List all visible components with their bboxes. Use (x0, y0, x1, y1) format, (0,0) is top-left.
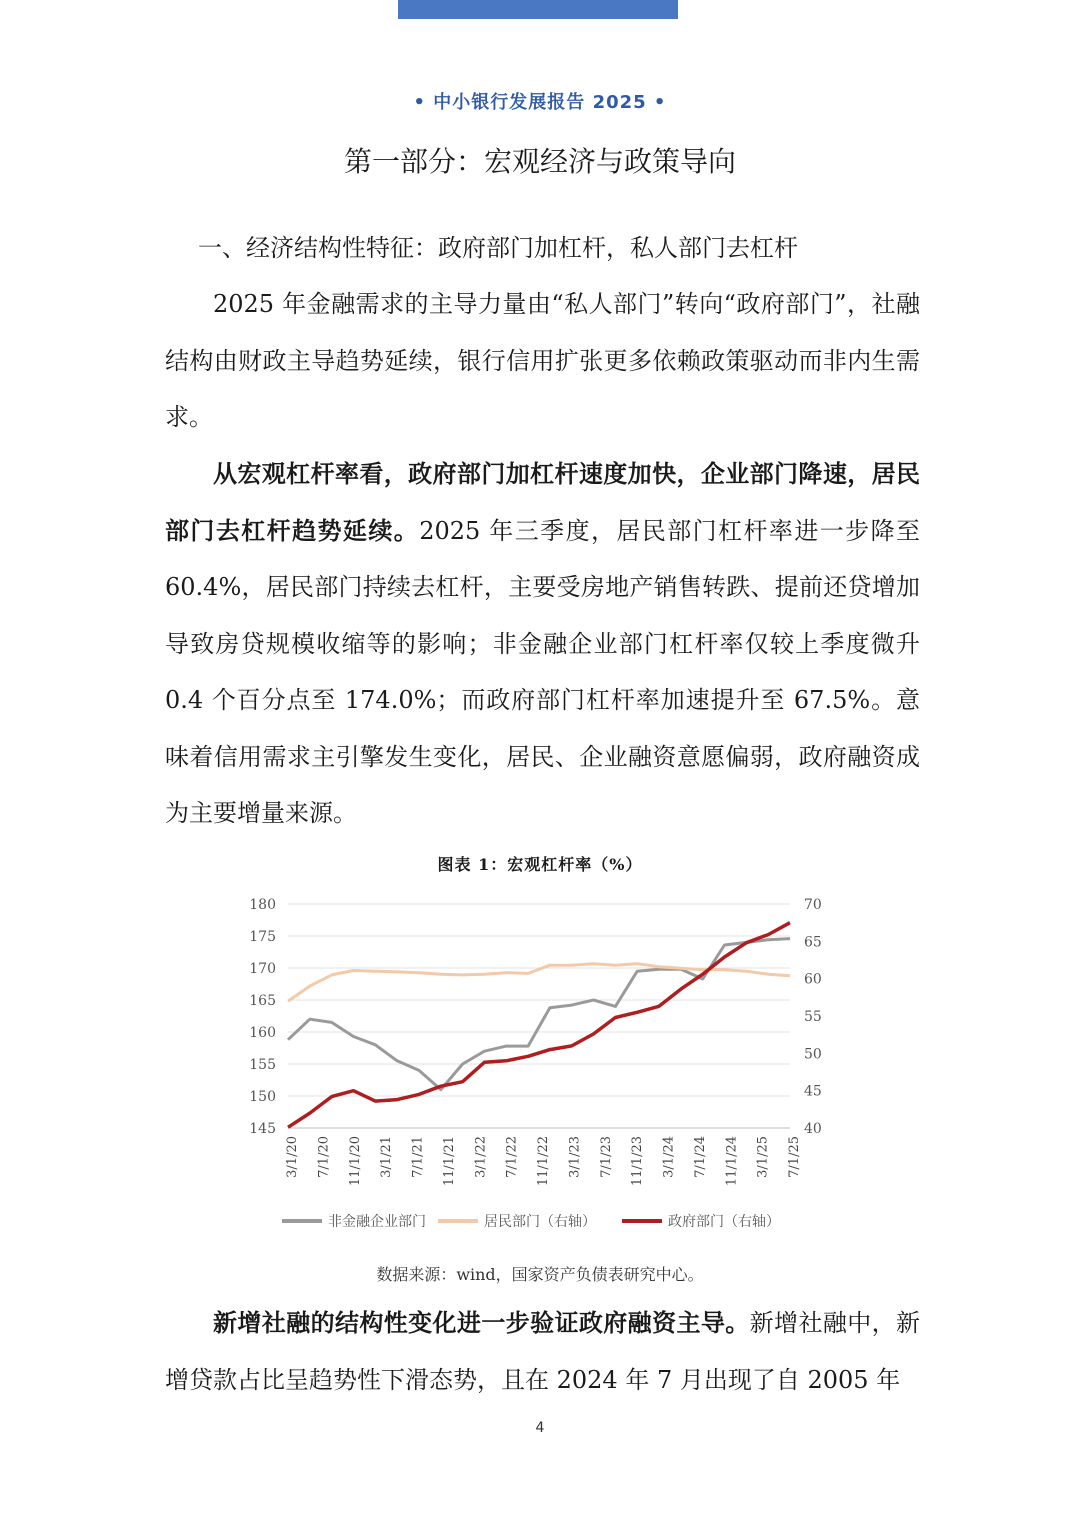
x-tick-label: 11/1/21 (441, 1136, 457, 1187)
legend-label: 居民部门（右轴） (484, 1214, 596, 1230)
paragraph-3-body: 新增社融中，新增贷款占比呈趋势性下滑态势，且在 2024 年 7 月出现了自 2005 年 (165, 1309, 921, 1394)
x-tick-label: 3/1/23 (567, 1136, 583, 1178)
left-tick-label: 175 (249, 929, 276, 945)
x-tick-label: 7/1/24 (692, 1136, 708, 1178)
x-tick-label: 3/1/24 (661, 1136, 677, 1178)
x-tick-label: 11/1/23 (630, 1136, 646, 1187)
x-tick-label: 11/1/20 (347, 1136, 363, 1187)
section-heading: 一、经济结构性特征：政府部门加杠杆，私人部门去杠杆 (198, 234, 798, 262)
left-tick-label: 160 (249, 1025, 276, 1041)
series-line (288, 939, 790, 1090)
x-tick-label: 11/1/24 (724, 1136, 740, 1187)
figure-title: 图表 1：宏观杠杆率（%） (437, 855, 643, 874)
x-tick-label: 7/1/25 (787, 1136, 802, 1178)
left-tick-label: 155 (249, 1057, 276, 1073)
top-color-band (398, 0, 678, 19)
legend-label: 非金融企业部门 (328, 1214, 426, 1230)
left-tick-label: 145 (249, 1121, 276, 1137)
leverage-line-chart (240, 885, 840, 1255)
page-number: 4 (535, 1420, 545, 1436)
left-tick-label: 170 (249, 961, 276, 977)
x-tick-label: 3/1/22 (473, 1136, 489, 1178)
x-tick-label: 7/1/20 (316, 1136, 332, 1178)
paragraph-1: 2025 年金融需求的主导力量由“私人部门”转向“政府部门”，社融结构由财政主导趋势延续，银行信用扩张更多依赖政策驱动而非内生需求。 (165, 290, 920, 431)
left-tick-label: 165 (249, 993, 276, 1009)
right-tick-label: 55 (804, 1009, 822, 1025)
paragraph-2-emphasis: 从宏观杠杆率看，政府部门加杠杆速度加快，企业部门降速，居民部门去杠杆趋势延续。 (165, 459, 920, 545)
x-tick-label: 11/1/22 (536, 1136, 551, 1187)
legend-label: 政府部门（右轴） (668, 1214, 780, 1230)
x-tick-label: 7/1/22 (504, 1136, 520, 1178)
series-line (288, 964, 790, 1001)
x-tick-label: 3/1/25 (755, 1136, 771, 1178)
x-tick-label: 3/1/20 (285, 1136, 300, 1178)
left-tick-label: 150 (249, 1089, 276, 1105)
right-tick-label: 50 (804, 1046, 822, 1063)
right-tick-label: 70 (804, 897, 822, 913)
source-note: 数据来源：wind，国家资产负债表研究中心。 (376, 1265, 704, 1284)
paragraph-2-body: 2025 年三季度，居民部门杠杆率进一步降至 60.4%，居民部门持续去杠杆，主要受房地产销售转跌、提前还贷增加导致房贷规模收缩等的影响；非金融企业部门杠杆率仅较上季度微升 0.4 个百分点至 174.0%；而政府部门杠杆率加速提升至 67.5%。意味着信用需求主引擎发生变化，居民、企业融资意愿偏弱，政府融资成为主要增量来源。 (165, 516, 920, 827)
x-tick-label: 7/1/23 (598, 1136, 614, 1178)
paragraph-3 (165, 1294, 920, 1409)
x-tick-label: 3/1/21 (379, 1136, 395, 1178)
report-header: • 中小银行发展报告 2025 • (413, 92, 667, 113)
part-title: 第一部分：宏观经济与政策导向 (343, 145, 736, 178)
right-tick-label: 45 (804, 1083, 822, 1100)
right-tick-label: 65 (804, 934, 822, 951)
left-tick-label: 180 (249, 897, 276, 913)
paragraph-3-emphasis: 新增社融的结构性变化进一步验证政府融资主导。 (213, 1308, 750, 1337)
paragraph-2 (165, 446, 920, 842)
right-tick-label: 40 (804, 1121, 822, 1137)
x-tick-label: 7/1/21 (410, 1136, 426, 1178)
right-tick-label: 60 (804, 971, 822, 988)
